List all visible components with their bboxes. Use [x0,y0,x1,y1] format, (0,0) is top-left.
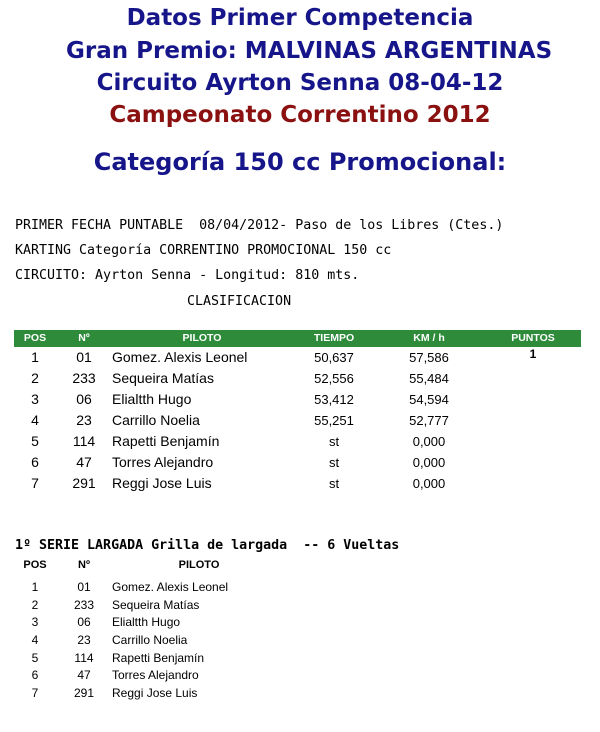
info-fecha: PRIMER FECHA PUNTABLE 08/04/2012- Paso de los Libres (Ctes.) [15,218,504,233]
serie-pos: 1 [31,580,39,594]
cell-pos: 2 [31,370,39,386]
results-table [14,330,581,494]
cell-num: 23 [76,412,92,428]
cell-piloto: Sequeira Matías [112,370,214,386]
cell-pos: 1 [31,349,39,365]
serie-piloto: Sequeira Matías [112,597,200,612]
cell-km: 57,586 [409,350,449,365]
cell-tiempo: st [328,455,340,470]
cell-tiempo: 50,637 [314,350,354,365]
cell-num: 291 [72,475,96,491]
cell-piloto: Elialtth Hugo [112,391,192,407]
serie-pos: 5 [31,650,39,665]
cell-pos: 3 [31,391,39,407]
list-item [14,597,314,615]
table-row [14,473,581,494]
cell-num: 06 [76,391,92,407]
header-pos: POS [23,332,47,344]
info-circuito: CIRCUITO: Ayrton Senna - Longitud: 810 mts. [15,268,360,283]
list-item [14,632,314,650]
cell-num: 01 [76,349,92,365]
serie-piloto: Carrillo Noelia [112,633,188,648]
cell-piloto: Torres Alejandro [112,454,214,470]
list-item [14,685,314,703]
cell-km: 0,000 [412,476,446,491]
header-km: KM / h [413,332,445,344]
table-row [14,368,581,389]
cell-km: 0,000 [412,434,446,449]
title-circuito: Circuito Ayrton Senna 08-04-12 [96,70,504,96]
table-row [14,431,581,452]
header-tiempo: TIEMPO [313,332,355,344]
serie-num: 47 [77,668,91,683]
serie-piloto: Gomez. Alexis Leonel [112,580,229,594]
serie-num: 114 [74,650,94,665]
cell-piloto: Carrillo Noelia [112,412,200,428]
serie-piloto: Elialtth Hugo [112,615,181,630]
serie-piloto: Torres Alejandro [112,668,199,683]
serie-piloto: Reggi Jose Luis [112,686,198,701]
serie-pos: 3 [31,615,39,630]
cell-pos: 7 [31,475,39,491]
serie-num: 01 [77,580,91,594]
cell-pos: 4 [31,412,39,428]
title-campeonato: Campeonato Correntino 2012 [109,102,491,128]
list-item [14,579,314,597]
info-clasificacion: CLASIFICACION [187,294,292,309]
cell-pos: 5 [31,433,39,449]
table-row [14,410,581,431]
list-item [14,650,314,668]
table-row [14,389,581,410]
list-item [14,667,314,685]
cell-km: 0,000 [412,455,446,470]
serie-num: 06 [77,615,91,630]
title-gran-premio: Gran Premio: MALVINAS ARGENTINAS [66,38,553,64]
results-header [14,330,581,347]
cell-tiempo: 55,251 [314,413,354,428]
serie-pos: 4 [31,633,39,648]
header-piloto: PILOTO [182,332,222,344]
list-item [14,614,314,632]
serie-header [14,557,314,579]
serie-pos: 2 [31,597,39,612]
header-puntos: PUNTOS [511,332,555,344]
serie-pos: 6 [31,668,39,683]
cell-num: 233 [72,370,96,386]
serie-piloto: Rapetti Benjamín [112,650,205,665]
serie-table [14,557,314,703]
header-num: Nº [78,332,90,344]
cell-tiempo: 53,412 [314,392,354,407]
cell-pos: 6 [31,454,39,470]
cell-km: 52,777 [409,413,449,428]
cell-km: 54,594 [409,392,449,407]
serie-header-num: Nº [78,559,90,571]
title-categoria: Categoría 150 cc Promocional: [93,148,507,176]
cell-km: 55,484 [409,371,449,386]
cell-tiempo: st [328,476,340,491]
cell-puntos: 1 [529,347,537,361]
cell-tiempo: st [328,434,340,449]
serie-title: 1º SERIE LARGADA Grilla de largada -- 6 Vueltas [15,538,400,553]
cell-piloto: Reggi Jose Luis [112,475,212,491]
cell-num: 114 [72,433,96,449]
serie-pos: 7 [31,686,39,701]
serie-num: 233 [73,597,95,612]
title-datos-primer-competencia: Datos Primer Competencia [126,5,474,31]
info-karting: KARTING Categoría CORRENTINO PROMOCIONAL 150 cc [15,243,392,258]
cell-piloto: Rapetti Benjamín [112,433,220,449]
serie-header-piloto: PILOTO [178,559,220,571]
cell-num: 47 [76,454,92,470]
table-row [14,452,581,473]
serie-num: 291 [73,686,95,701]
cell-piloto: Gomez. Alexis Leonel [112,349,248,365]
table-row [14,347,581,368]
serie-num: 23 [77,633,91,648]
serie-header-pos: POS [23,559,47,571]
cell-tiempo: 52,556 [314,371,354,386]
